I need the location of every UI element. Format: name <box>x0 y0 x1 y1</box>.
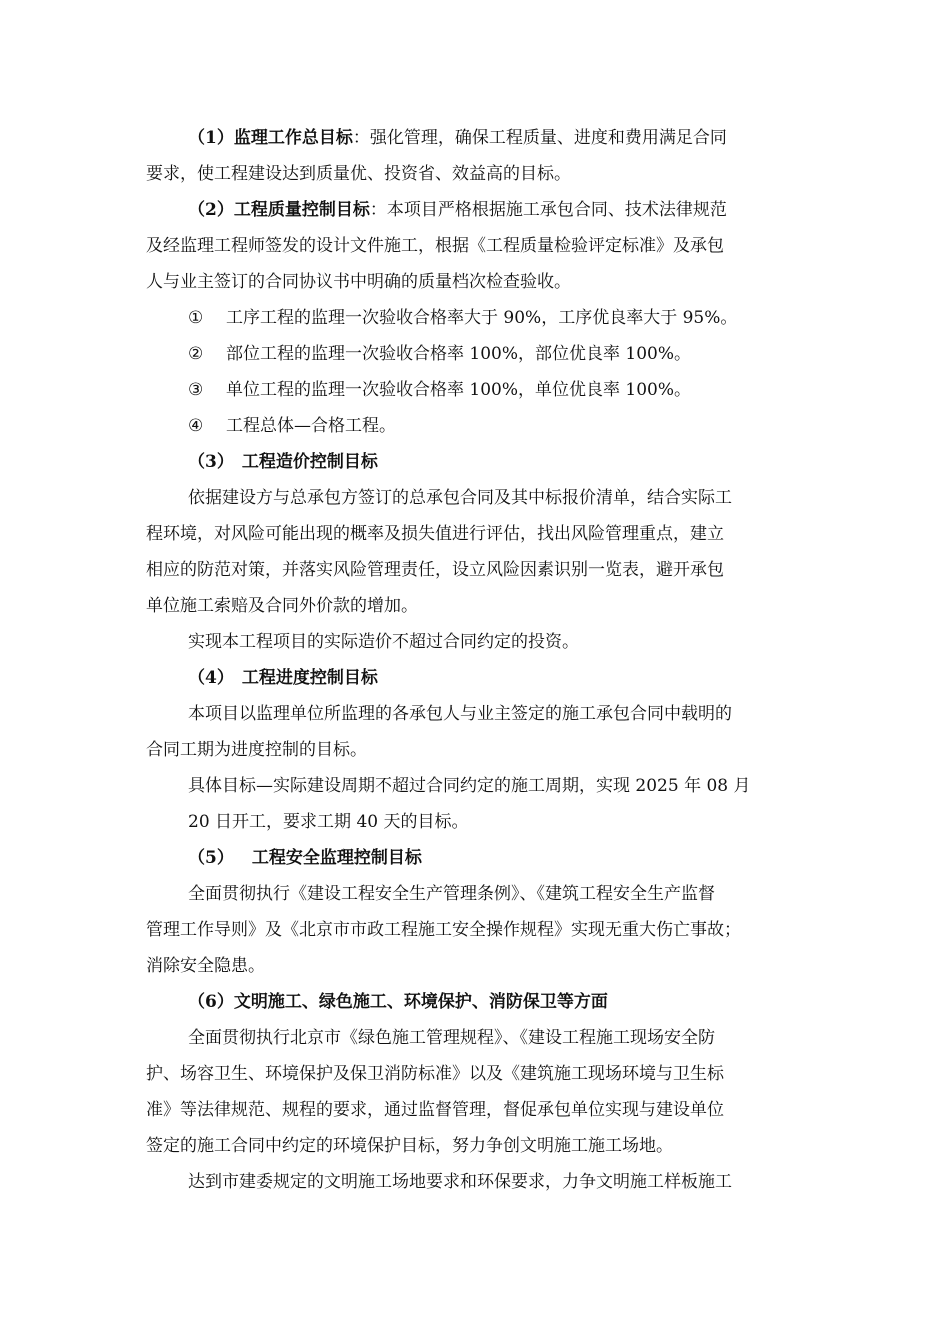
list-item-text: 工序工程的监理一次验收合格率大于 90%，工序优良率大于 95%。 <box>226 308 738 328</box>
sec6-p1-line3: 准》等法律规范、规程的要求，通过监督管理，督促承包单位实现与建设单位 <box>146 1100 724 1120</box>
sec5-number: （5） <box>188 848 234 868</box>
sec5-title: 工程安全监理控制目标 <box>251 848 422 868</box>
sec1-label: （1）监理工作总目标 <box>188 128 353 148</box>
sec6-p1-line1: 全面贯彻执行北京市《绿色施工管理规程》、《建设工程施工现场安全防 <box>188 1028 715 1048</box>
sec6-heading: （6）文明施工、绿色施工、环境保护、消防保卫等方面 <box>188 992 608 1012</box>
sec2-line1 <box>146 192 820 228</box>
sec2-line2: 及经监理工程师签发的设计文件施工，根据《工程质量检验评定标准》及承包 <box>146 236 724 256</box>
sec2-line3: 人与业主签订的合同协议书中明确的质量档次检查验收。 <box>146 272 571 292</box>
list-item-number: ④ <box>188 416 204 436</box>
document-body <box>146 120 820 1200</box>
sec4-p1-line2: 合同工期为进度控制的目标。 <box>146 740 367 760</box>
sec4-number: （4） <box>188 668 234 688</box>
sec3-p1-line1: 依据建设方与总承包方签订的总承包合同及其中标报价清单，结合实际工 <box>188 488 732 508</box>
sec4-heading <box>146 660 820 696</box>
list-item-number: ② <box>188 344 204 364</box>
list-item <box>146 300 820 336</box>
sec3-number: （3） <box>188 452 234 472</box>
sec4-title: 工程进度控制目标 <box>241 668 378 688</box>
sec5-heading <box>146 840 820 876</box>
sec3-p1-line2: 程环境，对风险可能出现的概率及损失值进行评估，找出风险管理重点，建立 <box>146 524 724 544</box>
sec5-p1-line3: 消除安全隐患。 <box>146 956 265 976</box>
sec1-line1 <box>146 120 820 156</box>
sec6-p1-line2: 护、场容卫生、环境保护及保卫消防标准》以及《建筑施工现场环境与卫生标 <box>146 1064 724 1084</box>
sec3-p2: 实现本工程项目的实际造价不超过合同约定的投资。 <box>188 632 579 652</box>
list-item <box>146 408 820 444</box>
list-item-text: 部位工程的监理一次验收合格率 100%，部位优良率 100%。 <box>226 344 692 364</box>
sec1-text1: ：强化管理，确保工程质量、进度和费用满足合同 <box>352 128 727 148</box>
list-item-text: 工程总体—合格工程。 <box>226 416 396 436</box>
list-item-number: ① <box>188 308 204 328</box>
sec4-p2-line1: 具体目标—实际建设周期不超过合同约定的施工周期，实现 2025 年 08 月 <box>188 776 751 796</box>
sec4-p1-line1: 本项目以监理单位所监理的各承包人与业主签定的施工承包合同中载明的 <box>188 704 732 724</box>
sec4-p2-line2: 20 日开工，要求工期 40 天的目标。 <box>188 812 469 832</box>
list-item <box>146 336 820 372</box>
sec2-label: （2）工程质量控制目标 <box>188 200 370 220</box>
list-item <box>146 372 820 408</box>
sec3-p1-line3: 相应的防范对策，并落实风险管理责任，设立风险因素识别一览表，避开承包 <box>146 560 724 580</box>
sec5-p1-line2: 管理工作导则》及《北京市市政工程施工安全操作规程》实现无重大伤亡事故； <box>146 920 741 940</box>
sec5-p1-line1: 全面贯彻执行《建设工程安全生产管理条例》、《建筑工程安全生产监督 <box>188 884 715 904</box>
sec3-p1-line4: 单位施工索赔及合同外价款的增加。 <box>146 596 418 616</box>
list-item-text: 单位工程的监理一次验收合格率 100%，单位优良率 100%。 <box>226 380 692 400</box>
sec3-title: 工程造价控制目标 <box>241 452 378 472</box>
sec3-heading <box>146 444 820 480</box>
sec1-line2: 要求，使工程建设达到质量优、投资省、效益高的目标。 <box>146 164 571 184</box>
sec6-p2-line1: 达到市建委规定的文明施工场地要求和环保要求，力争文明施工样板施工 <box>188 1172 732 1192</box>
sec6-p1-line4: 签定的施工合同中约定的环境保护目标，努力争创文明施工施工场地。 <box>146 1136 673 1156</box>
list-item-number: ③ <box>188 380 204 400</box>
sec2-text1: ：本项目严格根据施工承包合同、技术法律规范 <box>369 200 727 220</box>
